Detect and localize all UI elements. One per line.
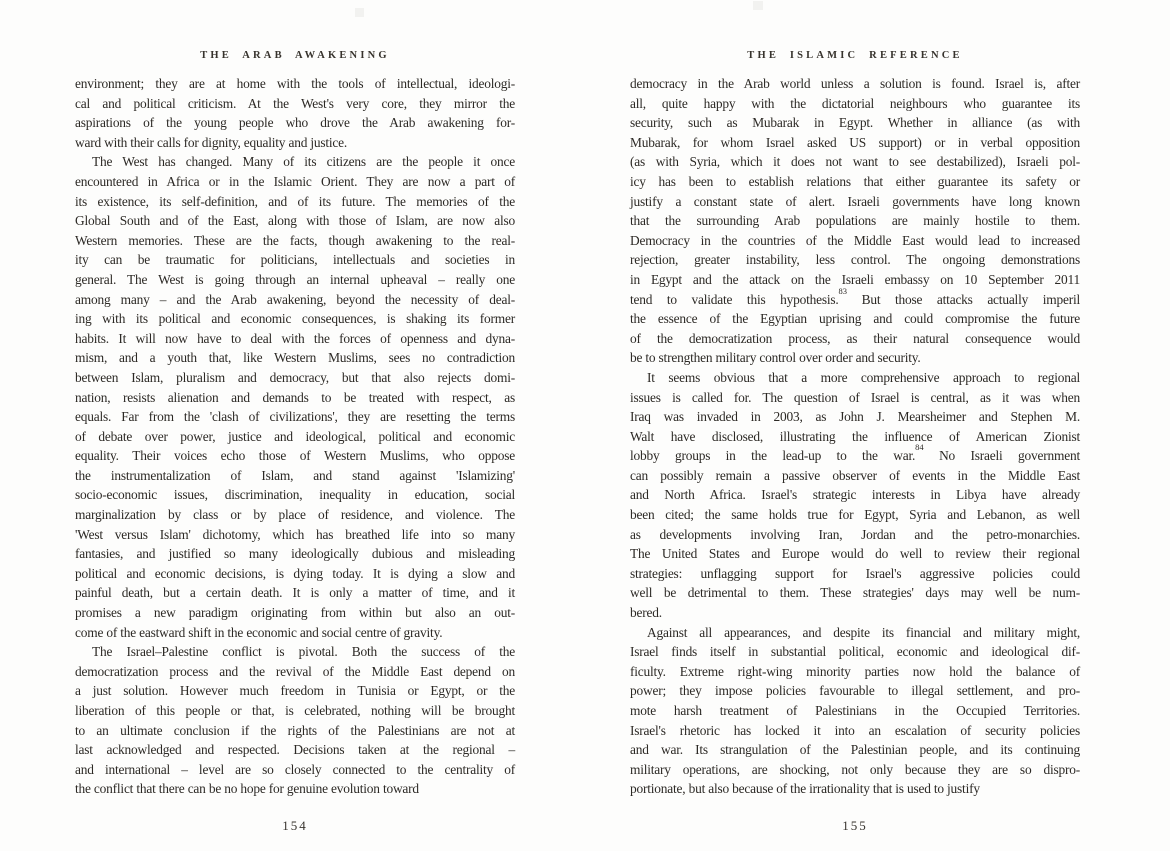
running-header-right: THE ISLAMIC REFERENCE — [747, 50, 963, 61]
text-line: Walt have disclosed, illustrating the influence of American Zionist — [630, 428, 1080, 444]
text-line: mism, and a youth that, like Western Muslims, sees no contradiction — [75, 350, 515, 366]
right-page — [630, 50, 1080, 840]
text-line: socio-economic issues, discrimination, inequality in education, social — [75, 487, 515, 503]
text-line: the instrumentalization of Islam, and stand against 'Islamizing' — [75, 467, 515, 483]
text-line: the conflict that there can be no hope for genuine evolution toward — [75, 781, 419, 797]
text-line: portionate, but also because of the irrationality that is used to justify — [630, 781, 980, 797]
text-line: in Egypt and the attack on the Israeli embassy on 10 September 2011 — [630, 271, 1080, 287]
text-line: Mubarak, for whom Israel asked US support) or in verbal opposition — [630, 134, 1080, 150]
text-line: tend to validate this hypothesis.$^{83}$ But those attacks actually imperil — [630, 285, 1080, 307]
text-line: Iraq was invaded in 2003, as John J. Mearsheimer and Stephen M. — [630, 409, 1080, 425]
text-line: security, such as Mubarak in Egypt. Whether in alliance (as with — [630, 115, 1080, 131]
text-line: of debate over power, justice and ideological, political and economic — [75, 428, 515, 444]
text-line: (as with Syria, which it does not want to see destabilized), Israeli pol- — [630, 154, 1080, 170]
scan-smudge — [753, 1, 763, 10]
text-line: come of the eastward shift in the economic and social centre of gravity. — [75, 624, 443, 640]
text-line: mote harsh treatment of Palestinians in the Occupied Territories. — [630, 703, 1080, 718]
text-line: ficulty. Extreme right-wing minority parties now hold the balance of — [630, 663, 1080, 679]
text-line: its existence, its self-definition, and of its future. The memories of the — [75, 193, 515, 209]
text-line: ity can be traumatic for politicians, intellectuals and societies in — [75, 252, 515, 268]
text-line: democratization process and the revival of the Middle East depend on — [75, 663, 515, 679]
text-line: to an ultimate conclusion if the rights of the Palestinians are not at — [75, 722, 515, 738]
text-line: the essence of the Egyptian uprising and could compromise the future — [630, 311, 1080, 327]
text-line: and North Africa. Israel's strategic interests in Libya have already — [630, 487, 1080, 503]
page-body-right — [630, 74, 1080, 799]
text-line: justify a constant state of alert. Israeli governments have long known — [630, 193, 1080, 209]
text-line: habits. It will now have to deal with the forces of openness and dyna- — [75, 330, 515, 346]
text-line: well be detrimental to them. These strategies' days may well be num- — [630, 585, 1080, 601]
text-line: between Islam, pluralism and democracy, but that also rejects domi- — [75, 369, 515, 385]
text-line: Against all appearances, and despite its financial and military might, — [647, 624, 1080, 640]
text-line: icy has been to establish relations that either guarantee its safety or — [630, 173, 1080, 189]
text-line: encountered in Africa or in the Islamic Orient. They are now a part of — [75, 173, 515, 189]
text-line: equality. Their voices echo those of Western Muslims, who oppose — [75, 448, 515, 464]
left-page — [75, 50, 515, 840]
text-line: Western memories. These are the facts, though awakening to the real- — [75, 232, 515, 248]
text-line: issues is called for. The question of Israel is central, as it was when — [630, 389, 1080, 405]
text-line: It seems obvious that a more comprehensive approach to regional — [647, 369, 1080, 385]
text-line: and war. Its strangulation of the Palestinian people, and its continuing — [630, 742, 1080, 758]
text-line: and international – level are so closely connected to the centrality of — [75, 761, 515, 777]
text-line: of the democratization process, as their natural consequence would — [630, 330, 1080, 346]
text-line: been cited; the same holds true for Egypt, Syria and Lebanon, as well — [630, 507, 1080, 523]
text-line: strategies: unflagging support for Israel's aggressive policies could — [630, 565, 1080, 581]
page-number-right: 155 — [842, 818, 868, 833]
text-line: equals. Far from the 'clash of civilizations', they are resetting the terms — [75, 409, 515, 425]
page-number-left: 154 — [282, 818, 308, 833]
text-line: cal and political criticism. At the West's very core, they mirror the — [75, 95, 515, 111]
text-line: fantasies, and justified so many ideologically dubious and misleading — [75, 546, 515, 562]
text-line: as developments involving Iran, Jordan and the petro-monarchies. — [630, 526, 1080, 542]
text-line: Israel's rhetoric has locked it into an escalation of security policies — [630, 722, 1080, 738]
footnote-marker: 83 — [838, 285, 848, 296]
text-line: liberation of this people or that, is celebrated, nothing will be brought — [75, 703, 515, 718]
text-line: bered. — [630, 605, 662, 621]
text-line: rejection, greater instability, less control. The ongoing demonstrations — [630, 252, 1080, 268]
text-line: ward with their calls for dignity, equality and justice. — [75, 134, 348, 150]
text-line: be to strengthen military control over order and security. — [630, 350, 921, 366]
running-header-left: THE ARAB AWAKENING — [200, 50, 390, 61]
text-line: Israel finds itself in substantial political, economic and ideological dif- — [630, 644, 1080, 660]
text-line: Democracy in the countries of the Middle East would lead to increased — [630, 232, 1080, 248]
text-line: marginalization by class or by place of residence, and violence. The — [75, 507, 515, 523]
text-line: ing with its political and economic consequences, is shaking its former — [75, 311, 515, 327]
text-line: environment; they are at home with the tools of intellectual, ideologi- — [75, 76, 515, 91]
text-line: last acknowledged and respected. Decisions taken at the regional – — [75, 742, 515, 758]
text-line: The United States and Europe would do well to review their regional — [630, 546, 1080, 562]
text-line: power; they impose policies favourable to illegal settlement, and pro- — [630, 683, 1080, 699]
text-line: aspirations of the young people who drove the Arab awakening for- — [75, 115, 515, 131]
scan-smudge — [355, 8, 364, 17]
text-line: political and economic decisions, is dying today. It is dying a slow and — [75, 565, 515, 581]
text-line: The Israel–Palestine conflict is pivotal. Both the success of the — [92, 644, 515, 660]
text-line: nation, resists alienation and demands to be treated with respect, as — [75, 389, 515, 405]
text-line: can possibly remain a passive observer of events in the Middle East — [630, 467, 1080, 483]
text-line: all, quite happy with the dictatorial neighbours who guarantee its — [630, 95, 1080, 111]
text-line: military operations, are shocking, not only because they are so dispro- — [630, 761, 1080, 777]
text-line: Global South and of the East, along with those of Islam, are now also — [75, 213, 515, 229]
text-line: lobby groups in the lead-up to the war.$^{84}$ No Israeli government — [630, 442, 1080, 464]
text-line: The West has changed. Many of its citizens are the people it once — [92, 154, 515, 170]
text-line: a just solution. However much freedom in Tunisia or Egypt, or the — [75, 683, 515, 699]
footnote-marker: 84 — [915, 442, 924, 453]
text-line: promises a new paradigm originating from within but also an out- — [75, 605, 515, 621]
text-line: painful death, but a certain death. It is only a matter of time, and it — [75, 585, 515, 601]
text-line: democracy in the Arab world unless a solution is found. Israel is, after — [630, 76, 1080, 91]
text-line: among many – and the Arab awakening, beyond the necessity of deal- — [75, 291, 515, 307]
page-body-left — [75, 74, 515, 799]
text-line: 'West versus Islam' dichotomy, which has breathed life into so many — [75, 526, 515, 542]
text-line: that the surrounding Arab populations are mainly hostile to them. — [630, 213, 1080, 229]
text-line: general. The West is going through an internal upheaval – really one — [75, 271, 515, 287]
